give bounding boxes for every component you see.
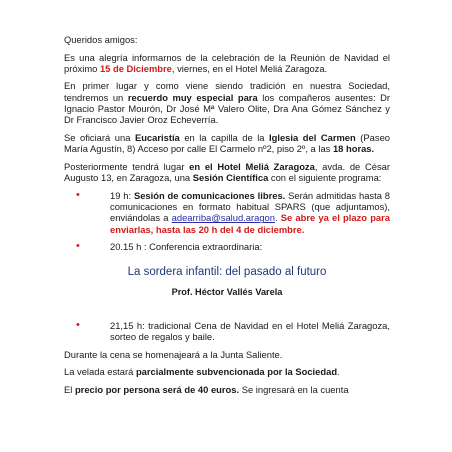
bold-text: Iglesia del Carmen bbox=[269, 131, 356, 143]
paragraph-memorial bbox=[64, 80, 390, 125]
text: . bbox=[274, 212, 281, 224]
text: Serán admitidas hasta 8 comunicaciones en formato habitual SPARS (que adjuntamos), enviándolas a bbox=[110, 189, 390, 224]
bold-text: parcialmente subvencionada por la Sociedad bbox=[135, 366, 338, 378]
text: Es una alegría informarnos de la celebración de la Reunión de Navidad el próximo bbox=[64, 51, 390, 74]
paragraph-price bbox=[64, 384, 390, 395]
bold-text: Sesión Científica bbox=[192, 172, 269, 184]
text: 21,15 h: tradicional Cena de Navidad en el Hotel Meliá Zaragoza, sorteo de regalos y baile. bbox=[110, 319, 390, 343]
bold-text: 18 horas. bbox=[332, 143, 375, 155]
paragraph-date bbox=[64, 52, 390, 75]
text: Se oficiará una bbox=[64, 131, 135, 143]
speaker-name: Prof. Héctor Vallés Varela bbox=[171, 286, 283, 297]
text: (Paseo María Agustín, 8) Acceso por calle El Carmelo nº2, piso 2º, a las bbox=[64, 131, 390, 155]
deadline-notice: Se abre ya el plazo para enviarlas, hasta las 20 h del 4 de diciembre. bbox=[110, 212, 390, 235]
text: Se ingresará en la cuenta bbox=[239, 383, 349, 395]
text: 19 h: bbox=[110, 189, 134, 201]
paragraph-mass bbox=[64, 132, 390, 155]
bullet-icon: • bbox=[76, 188, 80, 201]
list-item-dinner bbox=[76, 320, 390, 343]
paragraph-tribute: Durante la cena se homenajeará a la Junta Saliente. bbox=[64, 348, 283, 360]
text: El bbox=[64, 383, 75, 395]
list-item-conference bbox=[76, 241, 390, 252]
text: Posteriormente tendrá lugar bbox=[64, 160, 190, 172]
bullet-icon: • bbox=[76, 240, 80, 253]
bold-text: recuerdo muy especial para bbox=[127, 91, 258, 103]
text: En primer lugar y como viene siendo tradición en nuestra Sociedad, tendremos un bbox=[64, 80, 390, 103]
text: con el siguiente programa: bbox=[268, 172, 382, 184]
text: los compañeros ausentes: Dr Ignacio Pastor Mourón, Dr José Mª Valero Olite, Dra Ana Gómez Sánchez y Dr Francisco Javier Oroz Echeverría. bbox=[64, 91, 390, 126]
letter-body bbox=[64, 34, 390, 402]
email-link[interactable]: adearriba@salud.aragon bbox=[171, 212, 275, 224]
text: 20.15 h : Conferencia extraordinaria: bbox=[110, 241, 263, 253]
text: , viernes, en el Hotel Meliá Zaragoza. bbox=[171, 62, 328, 74]
list-item-communications bbox=[76, 190, 390, 235]
conference-title: La sordera infantil: del pasado al futuro bbox=[127, 265, 327, 278]
text: , avda. de César Augusto 13, en Zaragoza, una bbox=[64, 160, 390, 184]
text: en la capilla de la bbox=[179, 131, 270, 143]
bold-text: Eucaristía bbox=[134, 131, 180, 143]
bullet-icon: • bbox=[76, 318, 80, 331]
text: . bbox=[337, 366, 340, 378]
paragraph-session bbox=[64, 161, 390, 184]
event-date: 15 de Diciembre bbox=[99, 62, 172, 74]
bold-text: precio por persona será de 40 euros. bbox=[74, 383, 240, 395]
bold-text: en el Hotel Meliá Zaragoza bbox=[189, 160, 315, 172]
text: La velada estará bbox=[64, 366, 136, 378]
paragraph-subsidy bbox=[64, 366, 390, 377]
bold-text: Sesión de comunicaciones libres. bbox=[133, 189, 286, 201]
salutation: Queridos amigos: bbox=[64, 34, 138, 45]
